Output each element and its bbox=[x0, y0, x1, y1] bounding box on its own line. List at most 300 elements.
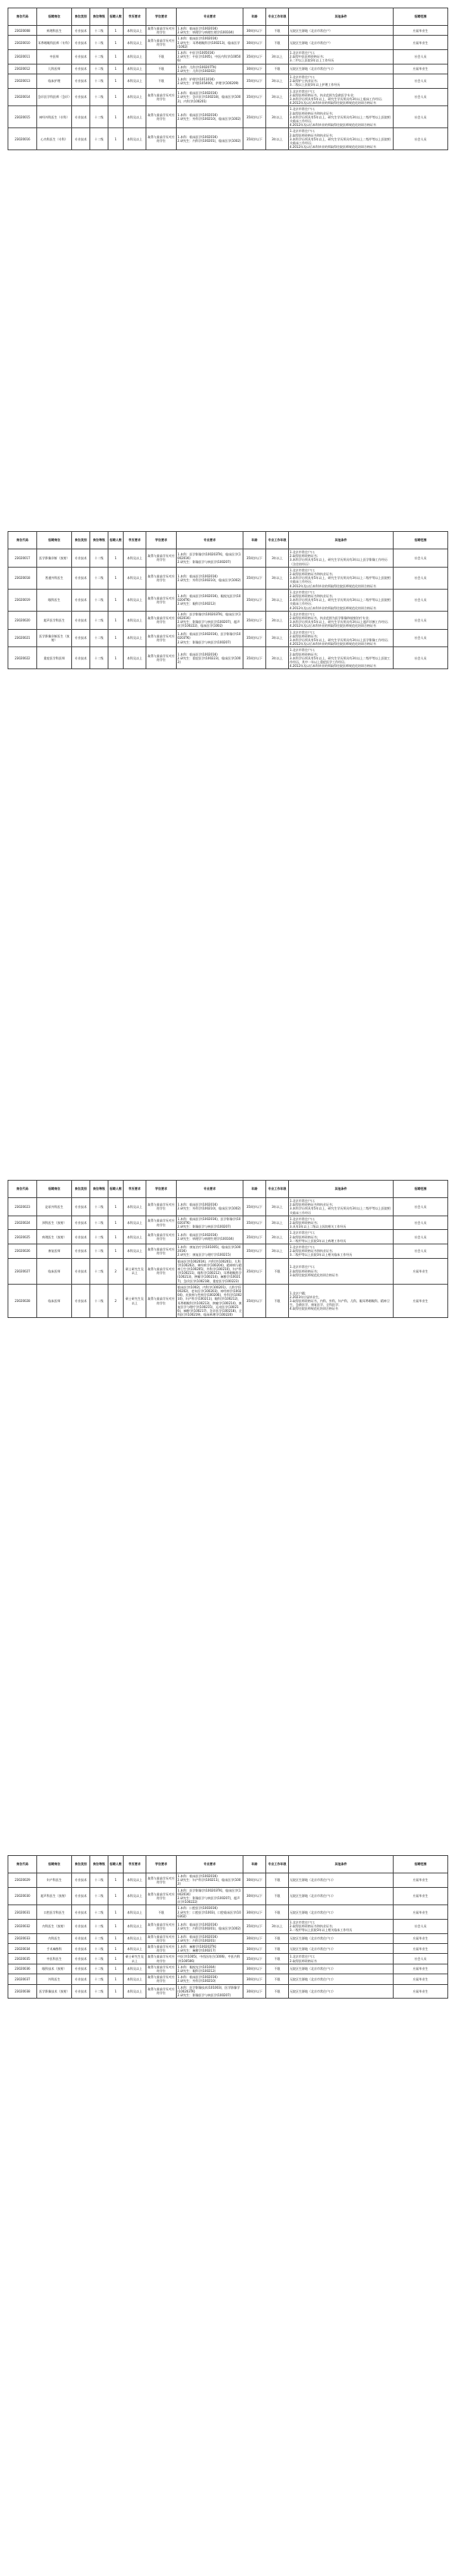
cell-cat: 专业技术 bbox=[72, 567, 90, 589]
cell-post: 临床医师 bbox=[37, 1284, 72, 1318]
cell-other: 1.北京市常住户口； 2.取得中医医师资格证书； 3.二甲以上医院3年以上工作经历 bbox=[289, 50, 394, 64]
table-row bbox=[8, 1284, 448, 1318]
table-row bbox=[8, 589, 448, 611]
cell-edu: 本科及以上 bbox=[124, 50, 146, 64]
cell-cat: 专业技术 bbox=[72, 1944, 90, 1954]
cell-age: 35周岁以下 bbox=[243, 128, 266, 150]
cell-level: 十二级 bbox=[90, 26, 108, 36]
cell-age: 30周岁以下 bbox=[243, 64, 266, 74]
cell-code: 23020028 bbox=[8, 1284, 37, 1318]
cell-other: 1.北京市常住户口； 2.取得医师资格证书； 3.本科学历须具有5年以上，研究生学历须具有3年以上二级甲等以上医院工作经历，其中一年以上重症医学工作经历； 4.2012年及以后本科毕业的须取得住院医师规范化培训合格证书 bbox=[289, 647, 394, 669]
cell-age: 35周岁以下 bbox=[243, 74, 266, 89]
cell-post: 普通外科医生 bbox=[37, 567, 72, 589]
cell-age: 30周岁以下 bbox=[243, 1984, 266, 1999]
cell-edu: 硕士研究生及以上 bbox=[124, 1284, 146, 1318]
column-header: 招聘人数 bbox=[108, 1181, 124, 1198]
cell-years: 3年以上 bbox=[266, 647, 289, 669]
cell-major: 1.本科：医学影像学(100203TK)，临床医学(100201K) 2.研究生：影像医学与核医学(100207)，超声医学(100222) bbox=[177, 1887, 243, 1905]
cell-post: 神经外科医生（专科） bbox=[37, 106, 72, 128]
cell-num: 1 bbox=[108, 1920, 124, 1934]
cell-years: 3年以上 bbox=[266, 74, 289, 89]
cell-other: 1.北京户籍； 2.2023年应届毕业生， 3.取得医师资格证书，内科、外科、妇产科、儿科、眼耳鼻咽喉科、精神卫生、急救医学、康复医学、全科医学； 4.取得住院医师规范化培训合格证书 bbox=[289, 1284, 394, 1318]
cell-cat: 专业技术 bbox=[72, 549, 90, 568]
cell-code: 23020027 bbox=[8, 1258, 37, 1284]
cell-cat: 专业技术 bbox=[72, 106, 90, 128]
cell-num: 1 bbox=[108, 1216, 124, 1230]
cell-degree: 取得与最高学历对应的学位 bbox=[147, 1934, 175, 1942]
table-header bbox=[8, 1181, 448, 1198]
cell-num: 1 bbox=[108, 611, 124, 629]
cell-age: 30周岁以下 bbox=[243, 26, 266, 36]
table-row bbox=[8, 1258, 448, 1284]
cell-other: 无院区生源地（北京市常住户口） bbox=[289, 64, 394, 74]
cell-degree: 取得与最高学历对应的学位 bbox=[146, 1920, 177, 1934]
cell-level: 十二级 bbox=[90, 1873, 108, 1888]
table-row bbox=[8, 1873, 448, 1888]
cell-degree: 取得与最高学历对应的学位 bbox=[146, 647, 177, 669]
cell-level: 十二级 bbox=[90, 1964, 108, 1974]
cell-major: 1.本科：临床医学(100201K) 2.研究生：病理学与病理生理学(100104) bbox=[177, 1230, 243, 1244]
cell-level: 十二级 bbox=[90, 1944, 108, 1954]
recruitment-table bbox=[8, 531, 448, 669]
cell-degree: 取得与最高学历对应的学位 bbox=[146, 629, 177, 647]
cell-num: 1 bbox=[108, 50, 124, 64]
cell-years: 不限 bbox=[266, 1954, 289, 1964]
table-row bbox=[8, 611, 448, 629]
cell-degree: 取得与最高学历对应的学位 bbox=[146, 1873, 177, 1888]
cell-num: 1 bbox=[108, 26, 124, 36]
cell-code: 23020010 bbox=[8, 36, 37, 50]
cell-years: 3年以上 bbox=[266, 50, 289, 64]
cell-post: 心内科医生（专科） bbox=[37, 128, 72, 150]
table-row bbox=[8, 1244, 448, 1259]
cell-degree: 取得与最高学历对应的学位 bbox=[147, 27, 175, 35]
column-header: 岗位等级 bbox=[90, 1856, 108, 1873]
cell-scope: 社会人员 bbox=[394, 1244, 448, 1259]
cell-code: 23020023 bbox=[8, 1198, 37, 1216]
cell-level: 十二级 bbox=[90, 1230, 108, 1244]
cell-years: 不限 bbox=[266, 1964, 289, 1974]
cell-cat: 专业技术 bbox=[72, 1905, 90, 1920]
cell-level: 十二级 bbox=[90, 106, 108, 128]
cell-num: 1 bbox=[108, 1244, 124, 1259]
cell-edu: 本科及以上 bbox=[124, 128, 146, 150]
cell-num: 1 bbox=[108, 74, 124, 89]
cell-scope: 社会人员 bbox=[394, 611, 448, 629]
cell-degree: 取得与最高学历对应的学位 bbox=[146, 1984, 177, 1999]
column-header: 其他条件 bbox=[289, 532, 394, 549]
table-row bbox=[8, 1954, 448, 1964]
cell-post: 外科医生 bbox=[37, 1974, 72, 1984]
cell-other: 无院区生源地（北京市常住户口） bbox=[289, 1905, 394, 1920]
cell-level: 十二级 bbox=[90, 647, 108, 669]
column-header: 专业工作年限 bbox=[266, 8, 289, 26]
column-header: 年龄 bbox=[243, 8, 266, 26]
cell-scope: 社会人员 bbox=[394, 549, 448, 568]
cell-major: 1.本科：临床医学(100201K) 2.研究生：耳鼻咽喉科学(100213)，临床医学(1002) bbox=[177, 36, 243, 50]
cell-scope: 社会人员 bbox=[394, 128, 448, 150]
cell-age: 30周岁以下 bbox=[243, 1964, 266, 1974]
cell-cat: 专业技术 bbox=[72, 74, 90, 89]
cell-post: 手术麻醉科 bbox=[37, 1944, 72, 1954]
cell-edu: 硕士研究生及以上 bbox=[124, 1258, 146, 1284]
table-row bbox=[8, 629, 448, 647]
column-header: 专业工作年限 bbox=[266, 1181, 289, 1198]
cell-age: 30周岁以下 bbox=[243, 1873, 266, 1888]
cell-code: 23020034 bbox=[8, 1944, 37, 1954]
cell-num: 1 bbox=[108, 1954, 124, 1964]
column-header: 岗位类别 bbox=[72, 1181, 90, 1198]
cell-cat: 专业技术 bbox=[72, 1933, 90, 1943]
cell-age: 35周岁以下 bbox=[243, 1216, 266, 1230]
cell-scope: 社会人员 bbox=[394, 1954, 448, 1964]
cell-age: 35周岁以下 bbox=[243, 88, 266, 106]
column-header: 学位要求 bbox=[146, 8, 177, 26]
cell-degree: 取得与最高学历对应的学位 bbox=[146, 1216, 177, 1230]
cell-scope: 应届毕业生 bbox=[394, 26, 448, 36]
cell-cat: 专业技术 bbox=[72, 1873, 90, 1888]
cell-code: 23020008 bbox=[8, 26, 37, 36]
column-header: 学历要求 bbox=[124, 532, 146, 549]
cell-post: 康复医师 bbox=[37, 1244, 72, 1259]
cell-num: 1 bbox=[108, 128, 124, 150]
cell-scope: 社会人员 bbox=[394, 1920, 448, 1934]
cell-post: 超声科医生（放射） bbox=[37, 1887, 72, 1905]
cell-age: 35周岁以下 bbox=[243, 106, 266, 128]
cell-major: 1.本科：医学影像学(100203TK)，临床医学(100201K) 2.研究生：影像医学与核医学(100207)，超声医学(100222)，临床医学(1002) bbox=[177, 611, 243, 629]
cell-scope: 社会人员 bbox=[394, 589, 448, 611]
cell-cat: 专业技术 bbox=[72, 1284, 90, 1318]
cell-edu: 本科及以上 bbox=[124, 1887, 146, 1905]
column-header: 学位要求 bbox=[146, 532, 177, 549]
cell-level: 十二级 bbox=[90, 1216, 108, 1230]
cell-years: 3年以上 bbox=[266, 106, 289, 128]
cell-num: 1 bbox=[108, 1873, 124, 1888]
cell-major: 1.本科：临床医学(100201K)，医学影像学(100203TK) 2.研究生：影像医学与核医学(100207) bbox=[177, 1216, 243, 1230]
column-header: 岗位等级 bbox=[90, 1181, 108, 1198]
cell-years: 3年以上 bbox=[266, 567, 289, 589]
column-header: 专业要求 bbox=[177, 8, 243, 26]
cell-post: 眼科医生 bbox=[37, 589, 72, 611]
cell-other: 1.北京市常住户口； 2.取得医师资格证书； 3.二级甲等以上医院3年以上病理工作经历 bbox=[289, 1230, 394, 1244]
cell-edu: 本科及以上 bbox=[124, 549, 146, 568]
column-header: 招聘人数 bbox=[108, 8, 124, 26]
cell-post: 妇产科医生 bbox=[37, 1873, 72, 1888]
cell-post: 口腔医学科医生 bbox=[37, 1905, 72, 1920]
column-header: 专业要求 bbox=[177, 1181, 243, 1198]
cell-degree: 取得与最高学历对应的学位 bbox=[146, 549, 177, 568]
cell-major: 1.本科：儿科学(100207TK) 2.研究生：儿科学(100202) bbox=[177, 64, 243, 74]
table-body bbox=[8, 1198, 448, 1318]
cell-num: 1 bbox=[108, 1230, 124, 1244]
cell-level: 十二级 bbox=[90, 589, 108, 611]
column-header: 专业要求 bbox=[177, 1856, 243, 1873]
cell-major: 1.本科：临床医学(100201K) 2.研究生：急诊医学(100218)，临床医学(1002)，内科学(100201) bbox=[177, 88, 243, 106]
cell-edu: 本科及以上 bbox=[124, 1198, 146, 1216]
cell-years: 3年以上 bbox=[266, 611, 289, 629]
cell-major: 1.本科：临床医学(100201K) 2.研究生：外科学(100210)，临床医学(1002) bbox=[177, 106, 243, 128]
cell-level: 十二级 bbox=[90, 1984, 108, 1999]
cell-major: 1.本科：眼视光学(101004) 2.研究生：眼科学(100212) bbox=[177, 1964, 243, 1974]
cell-age: 30周岁以下 bbox=[243, 1905, 266, 1920]
cell-major: 1.本科：临床医学(100201K) 2.研究生：外科学(100210)，临床医学(1002) bbox=[177, 567, 243, 589]
cell-years: 3年以上 bbox=[266, 128, 289, 150]
cell-cat: 专业技术 bbox=[72, 1887, 90, 1905]
table-row bbox=[8, 26, 448, 36]
cell-edu: 本科及以上 bbox=[124, 1873, 146, 1888]
column-header: 年龄 bbox=[243, 1856, 266, 1873]
cell-num: 1 bbox=[108, 1974, 124, 1984]
table-row bbox=[8, 647, 448, 669]
recruitment-table bbox=[8, 8, 448, 150]
table-row bbox=[8, 1984, 448, 1999]
cell-years: 不限 bbox=[266, 1984, 289, 1999]
cell-code: 23020035 bbox=[8, 1954, 37, 1964]
column-header: 招聘范围 bbox=[394, 1181, 448, 1198]
cell-cat: 专业技术 bbox=[72, 1984, 90, 1999]
table-row bbox=[8, 88, 448, 106]
cell-major: 1.本科：临床医学(100201K) 2.研究生：外科学(100210) bbox=[177, 1974, 243, 1984]
cell-post: 中医师 bbox=[37, 50, 72, 64]
cell-num: 1 bbox=[108, 1964, 124, 1974]
cell-years: 3年以上 bbox=[266, 1216, 289, 1230]
cell-edu: 本科及以上 bbox=[124, 74, 146, 89]
cell-level: 十二级 bbox=[90, 549, 108, 568]
cell-years: 不限 bbox=[266, 1284, 289, 1318]
cell-years: 3年以上 bbox=[266, 1198, 289, 1216]
cell-code: 23020015 bbox=[8, 106, 37, 128]
cell-code: 23020013 bbox=[8, 74, 37, 89]
cell-post: 儿科医师 bbox=[37, 64, 72, 74]
cell-post: 医学影像技术（放射） bbox=[37, 1984, 72, 1999]
column-header: 岗位类别 bbox=[72, 532, 90, 549]
cell-other: 无院区生源地（北京市常住户口） bbox=[289, 1873, 394, 1888]
cell-major: 1.本科：口腔医学(100301K) 2.研究生：口腔医学(1003)，口腔临床医学(100302) bbox=[177, 1905, 243, 1920]
cell-scope: 社会人员 bbox=[394, 1230, 448, 1244]
column-header: 岗位等级 bbox=[90, 8, 108, 26]
table-row bbox=[8, 1198, 448, 1216]
cell-major: 1.本科：临床医学(100201K) 2.研究生：妇产科学(100211)，临床医学(1002) bbox=[177, 1873, 243, 1888]
column-header: 岗位代码 bbox=[8, 1181, 37, 1198]
cell-other: 1.北京市常住户口； 2.取得医师资格证书； 3.本科学历须具有5年以上，研究生学历须具有3年以上医学影像工作经历（含住培经历） bbox=[289, 549, 394, 568]
cell-major: 1.本科：临床医学(100201K)，眼视光医学(100204TK) 2.研究生：眼科学(100212) bbox=[177, 589, 243, 611]
cell-major: 临床医学(100201K)，内科学(100201)，儿科学(100202)，神经病学(100204)，精神病与精神卫生学(100205)，外科学(100210)，妇产科学(100211)，眼科学(100212)，耳鼻咽喉科学(100213)，肿瘤学(100214)，麻醉学(100217)，急诊医学(100218)，重症医学(100223) bbox=[177, 1259, 242, 1283]
table-row bbox=[8, 50, 448, 64]
cell-other: 1.北京市常住户口； 2.取得医师资格证书和执业证书； 3.本科学历须具有5年以上，研究生学历须具有3年以上二级甲等以上医院相关临床工作经历； 4.2012年及以后本科毕业的须取得住院医师规范化培训合格证书 bbox=[289, 128, 394, 150]
table-body bbox=[8, 549, 448, 669]
cell-degree: 取得与最高学历对应的学位 bbox=[146, 1258, 177, 1284]
cell-degree: 取得与最高学历对应的学位 bbox=[146, 567, 177, 589]
cell-degree: 取得与最高学历对应的学位 bbox=[147, 1964, 175, 1974]
cell-degree: 取得与最高学历对应的学位 bbox=[146, 589, 177, 611]
column-header: 学历要求 bbox=[124, 8, 146, 26]
cell-degree: 取得与最高学历对应的学位 bbox=[146, 1887, 177, 1905]
cell-years: 不限 bbox=[266, 26, 289, 36]
table-body bbox=[8, 26, 448, 150]
cell-other: 无院区生源地（北京市常住户口） bbox=[289, 1974, 394, 1984]
cell-level: 十二级 bbox=[90, 128, 108, 150]
column-header: 招聘人数 bbox=[108, 1856, 124, 1873]
cell-cat: 专业技术 bbox=[72, 64, 90, 74]
cell-major: 1.本科：临床医学(100201K) 2.研究生：内科学(100201)，临床医学(1002) bbox=[177, 1920, 243, 1934]
cell-cat: 专业技术 bbox=[72, 1974, 90, 1984]
table-page-2 bbox=[8, 531, 447, 669]
column-header: 其他条件 bbox=[289, 1181, 394, 1198]
cell-degree: 取得与最高学历对应的学位 bbox=[147, 1975, 175, 1983]
cell-cat: 专业技术 bbox=[72, 1216, 90, 1230]
cell-level: 十二级 bbox=[90, 1244, 108, 1259]
cell-num: 1 bbox=[108, 64, 124, 74]
cell-age: 30周岁以下 bbox=[243, 1933, 266, 1943]
cell-years: 3年以上 bbox=[266, 589, 289, 611]
cell-level: 十二级 bbox=[90, 1887, 108, 1905]
cell-other: 1.北京市常住户口； 2.取得医师资格证书，执业范围为医学影像和放射治疗专业； 3.本科学历须具有5年以上，研究生学历须具有3年以上超声诊断工作经历； 4.2012年及以后本科毕业的须取得住院医师规范化培训合格证书 bbox=[289, 611, 394, 629]
cell-level: 十二级 bbox=[90, 88, 108, 106]
cell-num: 1 bbox=[108, 1198, 124, 1216]
cell-code: 23020024 bbox=[8, 1216, 37, 1230]
cell-code: 23020012 bbox=[8, 64, 37, 74]
column-header: 招聘岗位 bbox=[37, 532, 72, 549]
cell-num: 1 bbox=[108, 629, 124, 647]
column-header: 招聘岗位 bbox=[37, 1181, 72, 1198]
cell-scope: 应届毕业生 bbox=[394, 64, 448, 74]
cell-cat: 专业技术 bbox=[72, 589, 90, 611]
cell-level: 十二级 bbox=[90, 64, 108, 74]
cell-age: 35周岁以下 bbox=[243, 1920, 266, 1934]
cell-other: 无院区生源地（北京市常住户口） bbox=[289, 1944, 394, 1954]
cell-code: 23020038 bbox=[8, 1984, 37, 1999]
cell-scope: 社会人员 bbox=[394, 629, 448, 647]
cell-years: 不限 bbox=[266, 1974, 289, 1984]
cell-other: 1.北京市常住户口； 2.取得医师资格证书，执业范围为急救医学专业； 3.本科学历须具有5年以上，研究生学历须具有3年以上临床工作经历； 4.2012年及以后本科毕业的须取得住院医师规范化培训合格证书 bbox=[289, 88, 394, 106]
table-row bbox=[8, 64, 448, 74]
column-header: 岗位代码 bbox=[8, 532, 37, 549]
table-row bbox=[8, 36, 448, 50]
cell-post: 临床医师 bbox=[37, 1258, 72, 1284]
cell-level: 十二级 bbox=[90, 36, 108, 50]
cell-level: 十二级 bbox=[90, 1284, 108, 1318]
table-row bbox=[8, 1944, 448, 1954]
cell-num: 1 bbox=[108, 1887, 124, 1905]
cell-edu: 本科及以上 bbox=[124, 1905, 146, 1920]
cell-major: 1.本科：医学影像学(100203TK)，临床医学(100201K) 2.研究生：影像医学与核医学(100207) bbox=[177, 549, 243, 568]
cell-major: 1.本科：康复治疗学(101005)，临床医学(100201K) 2.研究生：康复医学与理疗学(100215) bbox=[177, 1244, 243, 1259]
cell-code: 23020026 bbox=[8, 1244, 37, 1259]
cell-other: 无院区生源地（北京市常住户口） bbox=[289, 1964, 394, 1974]
cell-edu: 本科及以上 bbox=[124, 589, 146, 611]
cell-scope: 社会人员 bbox=[394, 1216, 448, 1230]
cell-cat: 专业技术 bbox=[72, 1198, 90, 1216]
cell-num: 1 bbox=[108, 1933, 124, 1943]
cell-edu: 本科及以上 bbox=[124, 1974, 146, 1984]
cell-num: 1 bbox=[108, 88, 124, 106]
cell-post: 重症医学科医师 bbox=[37, 647, 72, 669]
table-page-1 bbox=[8, 8, 447, 150]
table-row bbox=[8, 1230, 448, 1244]
cell-major: 1.本科：临床医学(100201K) 2.研究生：病理学与病理生理学(100104) bbox=[177, 26, 243, 36]
cell-cat: 专业技术 bbox=[72, 1954, 90, 1964]
cell-cat: 专业技术 bbox=[72, 611, 90, 629]
table-row bbox=[8, 1964, 448, 1974]
cell-level: 十二级 bbox=[90, 567, 108, 589]
cell-age: 35周岁以下 bbox=[243, 1198, 266, 1216]
column-header: 学历要求 bbox=[124, 1856, 146, 1873]
cell-post: 内科医生 bbox=[37, 1933, 72, 1943]
cell-level: 十二级 bbox=[90, 1905, 108, 1920]
cell-scope: 应届毕业生 bbox=[394, 1258, 448, 1284]
column-header: 招聘岗位 bbox=[37, 8, 72, 26]
column-header: 招聘人数 bbox=[108, 532, 124, 549]
column-header: 其他条件 bbox=[289, 8, 394, 26]
cell-age: 35周岁以下 bbox=[243, 1244, 266, 1259]
cell-years: 不限 bbox=[266, 1887, 289, 1905]
cell-age: 35周岁以下 bbox=[243, 1284, 266, 1318]
table-page-4 bbox=[8, 1855, 447, 1999]
cell-post: 耳鼻咽喉科医师（专科） bbox=[37, 36, 72, 50]
cell-major: 1.本科：麻醉学(100202TK) 2.研究生：麻醉学(100217) bbox=[177, 1944, 243, 1954]
cell-scope: 社会人员 bbox=[394, 106, 448, 128]
column-header: 学历要求 bbox=[124, 1181, 146, 1198]
cell-other: 1.北京市常住户口； 2.取得医师资格证书和执业证书； 3.本科学历须具有5年以上，研究生学历须具有3年以上二级甲等以上医院相关临床工作经历； 4.2012年及以后本科毕业的须取得住院医师规范化培训合格证书 bbox=[289, 589, 394, 611]
cell-major: 1.本科：临床医学(100201K) 2.研究生：外科学(100210)，临床医学(1002) bbox=[177, 1198, 243, 1216]
cell-edu: 本科及以上 bbox=[124, 106, 146, 128]
cell-edu: 本科及以上 bbox=[124, 1984, 146, 1999]
cell-age: 35周岁以下 bbox=[243, 1954, 266, 1964]
cell-code: 23020011 bbox=[8, 50, 37, 64]
cell-edu: 本科及以上 bbox=[124, 88, 146, 106]
table-body bbox=[8, 1873, 448, 1999]
cell-years: 3年以上 bbox=[266, 1920, 289, 1934]
cell-cat: 专业技术 bbox=[72, 88, 90, 106]
cell-edu: 本科及以上 bbox=[124, 647, 146, 669]
column-header: 岗位类别 bbox=[72, 1856, 90, 1873]
table-row bbox=[8, 1905, 448, 1920]
table-row bbox=[8, 106, 448, 128]
cell-age: 35周岁以下 bbox=[243, 589, 266, 611]
cell-code: 23020032 bbox=[8, 1920, 37, 1934]
cell-code: 23020030 bbox=[8, 1887, 37, 1905]
cell-other: 无院区生源地（北京市常住户） bbox=[289, 36, 394, 50]
column-header: 岗位代码 bbox=[8, 8, 37, 26]
cell-level: 十二级 bbox=[90, 74, 108, 89]
cell-post: 病理科医生 bbox=[37, 26, 72, 36]
cell-scope: 应届毕业生 bbox=[394, 1964, 448, 1974]
cell-years: 3年以上 bbox=[266, 1230, 289, 1244]
cell-post: 急诊医学科医师（急诊） bbox=[37, 88, 72, 106]
cell-cat: 专业技术 bbox=[72, 1964, 90, 1974]
cell-edu: 本科及以上 bbox=[124, 629, 146, 647]
column-header: 学位要求 bbox=[146, 1181, 177, 1198]
recruitment-table bbox=[8, 1855, 448, 1999]
cell-major: 中医学(1005)，中西医结合(1006)，中医内科学(100506) bbox=[177, 1954, 243, 1964]
column-header: 年龄 bbox=[243, 1181, 266, 1198]
cell-scope: 社会人员 bbox=[394, 74, 448, 89]
cell-level: 十二级 bbox=[90, 1920, 108, 1934]
cell-code: 23020036 bbox=[8, 1964, 37, 1974]
cell-other: 无院区生源地（北京市常住户） bbox=[289, 26, 394, 36]
cell-edu: 本科及以上 bbox=[124, 1920, 146, 1934]
cell-edu: 本科及以上 bbox=[124, 64, 146, 74]
cell-other: 无院区生源地（北京市常住户口） bbox=[289, 1984, 394, 1999]
table-row bbox=[8, 1933, 448, 1943]
cell-num: 1 bbox=[108, 589, 124, 611]
cell-years: 3年以上 bbox=[266, 88, 289, 106]
cell-other: 1.北京市常住户口； 2.取得医师资格证书和执业证书； 3.二级甲等以上医院3年以上相关临床工作经历 bbox=[289, 1244, 394, 1259]
cell-degree: 不限 bbox=[146, 50, 177, 64]
cell-code: 23020025 bbox=[8, 1230, 37, 1244]
cell-major: 1.本科：护理学(101101K) 2.研究生：护理(105400)，护理学(100209) bbox=[177, 74, 243, 89]
cell-years: 3年以上 bbox=[266, 629, 289, 647]
